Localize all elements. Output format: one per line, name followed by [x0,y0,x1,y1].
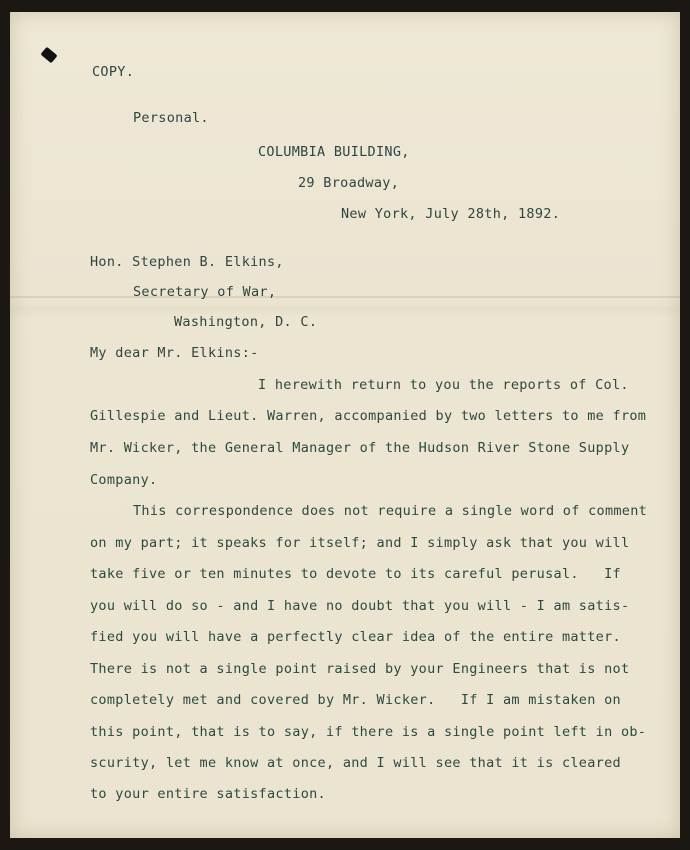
paragraph-2-line: scurity, let me know at once, and I will see that it is cleared [90,755,621,771]
letter-page [10,12,680,838]
letterhead-city-date: New York, July 28th, 1892. [341,206,561,222]
letterhead-street: 29 Broadway, [298,175,400,191]
paper-fold-line [10,296,680,298]
paragraph-2-line: you will do so - and I have no doubt that you will - I am satis- [90,598,630,614]
paragraph-2-line: to your entire satisfaction. [90,786,326,802]
paragraph-2-line: fied you will have a perfectly clear idea of the entire matter. [90,629,621,645]
paragraph-2-line: on my part; it speaks for itself; and I simply ask that you will [90,535,630,551]
paragraph-2-line: completely met and covered by Mr. Wicker. If I am mistaken on [90,692,621,708]
paragraph-1-line: Mr. Wicker, the General Manager of the Hudson River Stone Supply [90,440,630,456]
paragraph-1-line: I herewith return to you the reports of Col. [258,377,629,393]
recipient-title: Secretary of War, [133,284,277,300]
recipient-location: Washington, D. C. [174,314,318,330]
paragraph-2-line: this point, that is to say, if there is a single point left in ob- [90,724,647,740]
personal-label: Personal. [133,110,209,126]
letterhead-building: COLUMBIA BUILDING, [258,144,410,160]
paragraph-2-line: take five or ten minutes to devote to its careful perusal. If [90,566,621,582]
paragraph-1-line: Company. [90,472,158,488]
paragraph-2-line: This correspondence does not require a single word of comment [133,503,648,519]
copy-label: COPY. [92,64,135,80]
recipient-name: Hon. Stephen B. Elkins, [90,254,284,270]
paragraph-2-line: There is not a single point raised by your Engineers that is not [90,661,630,677]
salutation: My dear Mr. Elkins:- [90,345,259,361]
paragraph-1-line: Gillespie and Lieut. Warren, accompanied by two letters to me from [90,408,647,424]
